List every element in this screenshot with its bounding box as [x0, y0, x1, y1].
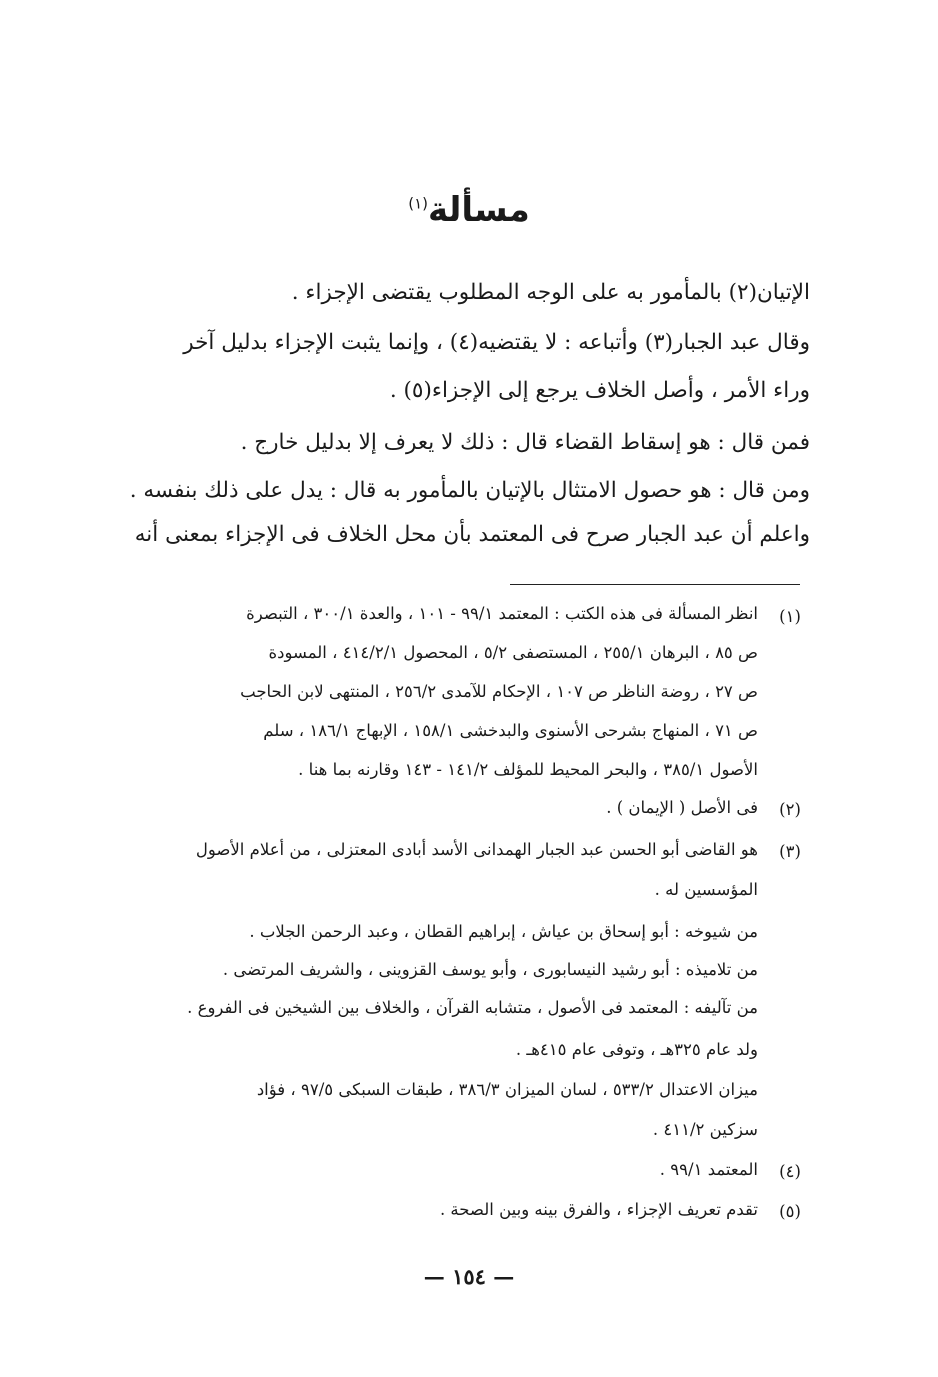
- footnote-marker-1: (١): [779, 607, 801, 626]
- footnote-marker-3: (٣): [779, 842, 801, 861]
- title-footnote-ref: (١): [408, 194, 428, 213]
- footnote-marker-2: (٢): [779, 800, 801, 819]
- footnote-line: المعتمد ٩٩/١ .: [659, 1160, 758, 1179]
- footnote-line: هو القاضى أبو الحسن عبد الجبار الهمدانى الأسد أبادى المعتزلى ، من أعلام الأصول: [195, 840, 758, 859]
- footnote-marker-5: (٥): [779, 1202, 801, 1221]
- footnote-line: من شيوخه : أبو إسحاق بن عياش ، إبراهيم القطان ، وعبد الرحمن الجلاب .: [249, 922, 758, 941]
- body-line-4: فمن قال : هو إسقاط القضاء قال : ذلك لا يعرف إلا بدليل خارج .: [240, 430, 810, 455]
- section-title-text: مسألة: [427, 190, 530, 230]
- page-number: — ١٥٤ —: [423, 1264, 515, 1289]
- body-line-1: الإتيان(٢) بالمأمور به على الوجه المطلوب يقتضى الإجزاء .: [291, 280, 810, 305]
- body-line-6: واعلم أن عبد الجبار صرح فى المعتمد بأن محل الخلاف فى الإجزاء بمعنى أنه: [134, 522, 810, 547]
- footnote-marker-4: (٤): [779, 1162, 801, 1181]
- footnote-line: ص ٧١ ، المنهاج بشرحى الأسنوى والبدخشى ١٥٨/١ ، الإبهاج ١٨٦/١ ، سلم: [263, 721, 758, 740]
- body-line-5: ومن قال : هو حصول الامتثال بالإتيان بالمأمور به قال : يدل على ذلك بنفسه .: [129, 478, 810, 503]
- footnote-line: تقدم تعريف الإجزاء ، والفرق بينه وبين الصحة .: [439, 1200, 758, 1219]
- footnote-line: من تآليفه : المعتمد فى الأصول ، متشابه القرآن ، والخلاف بين الشيخين فى الفروع .: [187, 998, 758, 1017]
- footnote-line: من تلاميذه : أبو رشيد النيسابورى ، وأبو يوسف القزوينى ، والشريف المرتضى .: [222, 960, 758, 979]
- footnote-line: انظر المسألة فى هذه الكتب : المعتمد ٩٩/١ - ١٠١ ، والعدة ٣٠٠/١ ، التبصرة: [246, 604, 758, 623]
- footnote-line: المؤسسين له .: [654, 880, 758, 899]
- footnote-line: ولد عام ٣٢٥هـ ، وتوفى عام ٤١٥هـ .: [515, 1040, 758, 1059]
- footnote-line: ص ٨٥ ، البرهان ٢٥٥/١ ، المستصفى ٥/٢ ، المحصول ٤١٤/٢/١ ، المسودة: [268, 643, 758, 662]
- footnote-line: فى الأصل ( الإيمان ) .: [606, 798, 758, 817]
- body-line-3: وراء الأمر ، وأصل الخلاف يرجع إلى الإجزاء(٥) .: [389, 378, 810, 403]
- footnote-line: سزكين ٤١١/٢ .: [652, 1120, 758, 1139]
- section-title: [0, 190, 938, 230]
- footnote-separator: [510, 584, 800, 585]
- footnote-line: ميزان الاعتدال ٥٣٣/٢ ، لسان الميزان ٣٨٦/٣ ، طبقات السبكى ٩٧/٥ ، فؤاد: [256, 1080, 758, 1099]
- footnote-line: الأصول ٣٨٥/١ ، والبحر المحيط للمؤلف ١٤١/٢ - ١٤٣ وقارنه بما هنا .: [298, 760, 758, 779]
- body-line-2: وقال عبد الجبار(٣) وأتباعه : لا يقتضيه(٤) ، وإنما يثبت الإجزاء بدليل آخر: [183, 330, 810, 355]
- footnote-line: ص ٢٧ ، روضة الناظر ص ١٠٧ ، الإحكام للآمدى ٢٥٦/٢ ، المنتهى لابن الحاجب: [240, 682, 758, 701]
